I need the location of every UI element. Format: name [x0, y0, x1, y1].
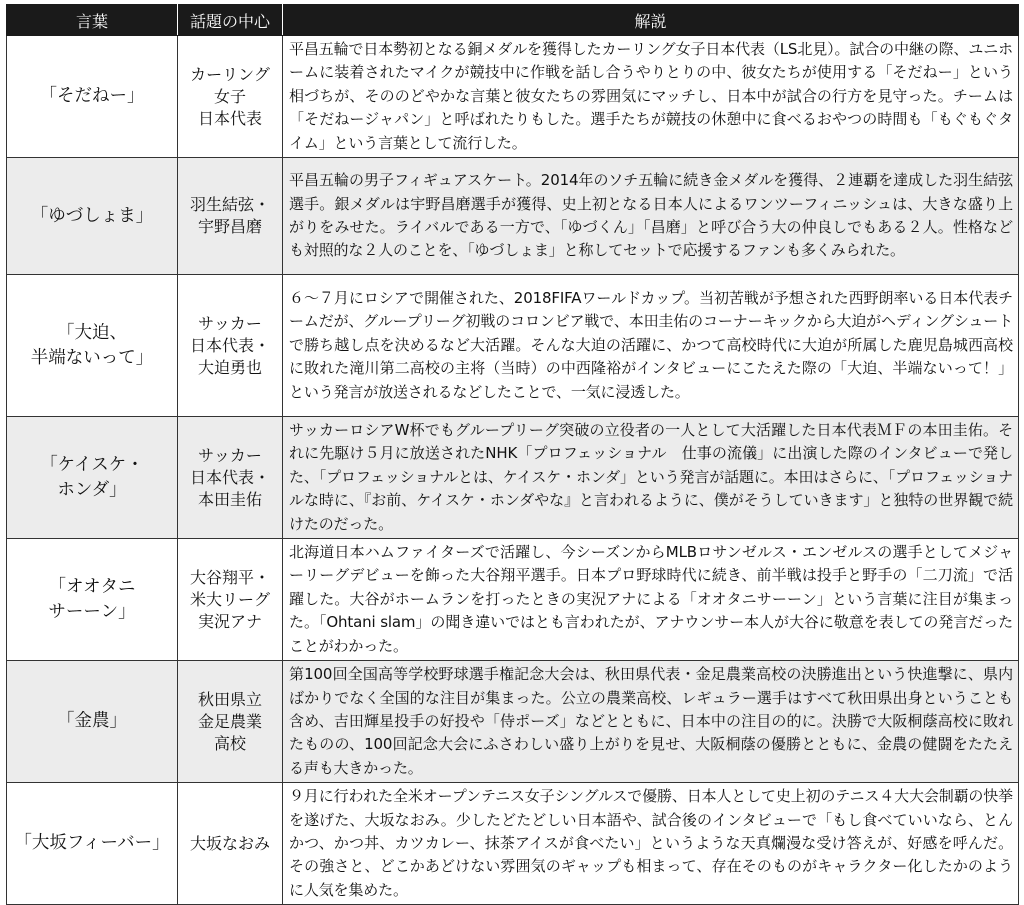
header-topic: 話題の中心 [178, 5, 283, 36]
topic-text: サッカー 日本代表・ 本田圭佑 [189, 445, 270, 509]
description-cell: 北海道日本ハムファイターズで活躍し、今シーズンからMLBロサンゼルス・エンゼルスの選手としてメジャーリーグデビューを飾った大谷翔平選手。日本プロ野球時代に続き、前半戦は投手と野手の「二刀流」で活躍した。大谷がホームランを打ったときの実況アナによる「オオタニサーーン」という言葉に注目が集まった。「Ohtani slam」の聞き違いではとも言われたが、アナウンサー本人が大谷に敬意を表しての発言だったことがわかった。 [283, 539, 1019, 661]
header-word: 言葉 [7, 5, 178, 36]
topic-cell [178, 36, 283, 158]
table-row [7, 158, 1019, 275]
topic-text: サッカー 日本代表・ 大迫勇也 [189, 313, 270, 377]
description-cell: 平昌五輪の男子フィギュアスケート。2014年のソチ五輪に続き金メダルを獲得、２連覇を達成した羽生結弦選手。銀メダルは宇野昌磨選手が獲得、史上初となる日本人によるワンツーフィニッシュは、大きな盛り上がりをみせた。ライバルである一方で、「ゆづくん」「昌磨」と呼び合う大の仲良しでもある２人。性格なども対照的な２人のことを、「ゆづしょま」と称してセットで応援するファンも多くみられた。 [283, 158, 1019, 275]
buzzword-table [6, 4, 1019, 905]
word-text: 「ケイスケ・ ホンダ」 [40, 454, 144, 500]
description-cell: ９月に行われた全米オープンテニス女子シングルスで優勝、日本人として史上初のテニス４大大会制覇の快挙を遂げた、大坂なおみ。少したどたどしい日本語や、試合後のインタビューで「もし食べていいなら、とんかつ、かつ丼、カツカレー、抹茶アイスが食べたい」というような天真爛漫な受け答えが、好感を呼んだ。その強さと、どこかあどけない雰囲気のギャップも相まって、存在そのものがキャラクター化したかのように人気を集めた。 [283, 783, 1019, 905]
description-cell: 平昌五輪で日本勢初となる銅メダルを獲得したカーリング女子日本代表（LS北見）。試合の中継の際、ユニホームに装着されたマイクが競技中に作戦を話し合うやりとりの中、彼女たちが使用する「そだねー」という相づちが、そののどやかな言葉と彼女たちの雰囲気にマッチし、日本中が試合の行方を見守った。チームは「そだねージャパン」と呼ばれたりもした。選手たちが競技の休憩中に食べるおやつの時間も「もぐもぐタイム」という言葉として流行した。 [283, 36, 1019, 158]
header-description: 解説 [283, 5, 1019, 36]
word-text: 「金農」 [57, 711, 127, 732]
word-cell [7, 36, 178, 158]
buzzword-table-container [6, 4, 1018, 905]
word-text: 「ゆづしょま」 [30, 205, 154, 226]
topic-text: 秋田県立 金足農業 高校 [197, 689, 262, 753]
word-text: 「大迫、 半端ないって」 [30, 322, 154, 368]
topic-cell [178, 661, 283, 783]
word-cell [7, 539, 178, 661]
word-text: 「大坂フィーバー」 [14, 833, 170, 854]
topic-text: 大谷翔平・ 米大リーグ 実況アナ [189, 567, 270, 631]
topic-text: 羽生結弦・ 宇野昌磨 [189, 195, 270, 237]
table-row [7, 539, 1019, 661]
word-text: 「オオタニ サーーン」 [48, 576, 136, 622]
table-row [7, 275, 1019, 417]
topic-text: 大坂なおみ [189, 833, 270, 853]
table-row [7, 661, 1019, 783]
word-cell [7, 275, 178, 417]
word-cell [7, 783, 178, 905]
word-cell [7, 417, 178, 539]
description-cell: サッカーロシアW杯でもグループリーグ突破の立役者の一人として大活躍した日本代表ＭＦの本田圭佑。それに先駆け５月に放送されたNHK「プロフェッショナル 仕事の流儀」に出演した際のインタビューで発した、「プロフェッショナルとは、ケイスケ・ホンダ」という発言が話題に。本田はさらに、「プロフェッショナルな時に、『お前、ケイスケ・ホンダやな』と言われるように、僕がそうしていきます」と独特の世界観で続けたのだった。 [283, 417, 1019, 539]
word-cell [7, 661, 178, 783]
topic-cell [178, 417, 283, 539]
table-header-row [7, 5, 1019, 36]
topic-cell [178, 275, 283, 417]
topic-cell [178, 158, 283, 275]
description-cell: ６～７月にロシアで開催された、2018FIFAワールドカップ。当初苦戦が予想された西野朗率いる日本代表チームだが、グループリーグ初戦のコロンビア戦で、本田圭佑のコーナーキックから大迫がヘディングシュートで勝ち越し点を決めるなど大活躍。そんな大迫の活躍に、かつて高校時代に大迫が所属した鹿児島城西高校に敗れた滝川第二高校の主将（当時）の中西隆裕がインタビューにこたえた際の「大迫、半端ないって！」という発言が放送されるなどしたことで、一気に浸透した。 [283, 275, 1019, 417]
table-row [7, 417, 1019, 539]
table-row [7, 783, 1019, 905]
word-cell [7, 158, 178, 275]
table-row [7, 36, 1019, 158]
topic-cell [178, 783, 283, 905]
topic-cell [178, 539, 283, 661]
topic-text: カーリング 女子 日本代表 [190, 64, 270, 128]
word-text: 「そだねー」 [39, 86, 145, 107]
description-cell: 第100回全国高等学校野球選手権記念大会は、秋田県代表・金足農業高校の決勝進出という快進撃に、県内ばかりでなく全国的な注目が集まった。公立の農業高校、レギュラー選手はすべて秋田県出身ということも含め、吉田輝星投手の好投や「侍ポーズ」などとともに、日本中の注目の的に。決勝で大阪桐蔭高校に敗れたものの、100回記念大会にふさわしい盛り上がりを見せ、大阪桐蔭の優勝とともに、金農の健闘をたたえる声も大きかった。 [283, 661, 1019, 783]
